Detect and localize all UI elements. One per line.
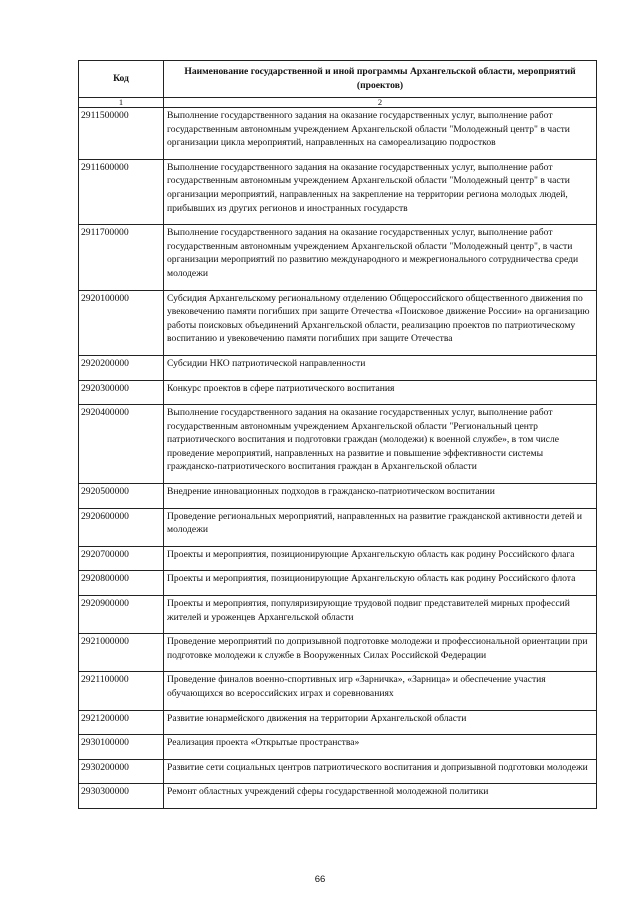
row-code: 2920700000: [79, 546, 164, 571]
program-codes-table: [78, 60, 597, 809]
table-row: [79, 225, 597, 290]
row-name: Ремонт областных учреждений сферы государственной молодежной политики: [164, 784, 597, 809]
row-name: Субсидии НКО патриотической направленности: [164, 355, 597, 380]
row-name: Проекты и мероприятия, позиционирующие Архангельскую область как родину Российского флота: [164, 571, 597, 596]
row-name: Выполнение государственного задания на оказание государственных услуг, выполнение работ государственным автономным учреждением Архангельской области "Молодежный центр" в части организации мероприятий, направленных на закрепление на территории региона молодых людей, прибывших из других регионов и иностранных государств: [164, 159, 597, 224]
row-name: Развитие сети социальных центров патриотического воспитания и допризывной подготовки молодежи: [164, 759, 597, 784]
table-row: [79, 759, 597, 784]
row-name: Проведение мероприятий по допризывной подготовке молодежи и профессиональной ориентации при подготовке молодежи к службе в Вооруженных Силах Российской Федерации: [164, 634, 597, 672]
row-code: 2920200000: [79, 355, 164, 380]
header-name: Наименование государственной и иной программы Архангельской области, мероприятий (проектов): [164, 61, 597, 98]
row-code: 2920300000: [79, 380, 164, 405]
table-row: [79, 784, 597, 809]
table-row: [79, 355, 597, 380]
row-name: Выполнение государственного задания на оказание государственных услуг, выполнение работ государственным автономным учреждением Архангельской области "Региональный центр патриотического воспитания и подготовки граждан (молодежи) к военной службе», в том числе проведение мероприятий, направленных на развитие и повышение эффективности системы гражданско-патриотического воспитания граждан в Архангельской области: [164, 405, 597, 484]
table-row: [79, 546, 597, 571]
table-header-row: [79, 61, 597, 98]
row-name: Выполнение государственного задания на оказание государственных услуг, выполнение работ государственным автономным учреждением Архангельской области "Молодежный центр", в части организации мероприятий по развитию международного и межрегионального сотрудничества среди молодежи: [164, 225, 597, 290]
row-code: 2921200000: [79, 710, 164, 735]
row-code: 2920500000: [79, 484, 164, 509]
row-code: 2921100000: [79, 672, 164, 710]
row-code: 2920900000: [79, 596, 164, 634]
table-row: [79, 672, 597, 710]
row-code: 2920600000: [79, 508, 164, 546]
row-code: 2920800000: [79, 571, 164, 596]
row-code: 2921000000: [79, 634, 164, 672]
row-name: Реализация проекта «Открытые пространства»: [164, 735, 597, 760]
table-row: [79, 159, 597, 224]
row-code: 2930300000: [79, 784, 164, 809]
column-numbers-row: [79, 98, 597, 108]
row-code: 2930100000: [79, 735, 164, 760]
row-name: Внедрение инновационных подходов в гражданско-патриотическом воспитании: [164, 484, 597, 509]
table-row: [79, 735, 597, 760]
table-row: [79, 634, 597, 672]
row-name: Развитие юнармейского движения на территории Архангельской области: [164, 710, 597, 735]
table-row: [79, 484, 597, 509]
row-name: Конкурс проектов в сфере патриотического воспитания: [164, 380, 597, 405]
row-name: Проекты и мероприятия, позиционирующие Архангельскую область как родину Российского флага: [164, 546, 597, 571]
row-name: Субсидия Архангельскому региональному отделению Общероссийского общественного движения по увековечению памяти погибших при защите Отечества «Поисковое движение России» на организацию работы поисковых объединений Архангельской области, реализацию проектов по патриотическому воспитанию и увековечению памяти погибших при защите Отечества: [164, 290, 597, 355]
column-number-2: 2: [164, 98, 597, 108]
row-name: Проведение финалов военно-спортивных игр «Зарничка», «Зарница» и обеспечение участия обучающихся во всероссийских играх и соревнованиях: [164, 672, 597, 710]
row-code: 2930200000: [79, 759, 164, 784]
row-code: 2920100000: [79, 290, 164, 355]
row-name: Проекты и мероприятия, популяризирующие трудовой подвиг представителей мирных профессий жителей и уроженцев Архангельской области: [164, 596, 597, 634]
table-row: [79, 108, 597, 160]
header-code: Код: [79, 61, 164, 98]
row-name: Проведение региональных мероприятий, направленных на развитие гражданской активности детей и молодежи: [164, 508, 597, 546]
table-row: [79, 710, 597, 735]
row-code: 2911700000: [79, 225, 164, 290]
table-row: [79, 380, 597, 405]
page-number: 66: [314, 874, 326, 885]
table-row: [79, 508, 597, 546]
table-row: [79, 290, 597, 355]
row-code: 2911600000: [79, 159, 164, 224]
column-number-1: 1: [79, 98, 164, 108]
table-row: [79, 596, 597, 634]
row-code: 2920400000: [79, 405, 164, 484]
row-name: Выполнение государственного задания на оказание государственных услуг, выполнение работ государственным автономным учреждением Архангельской области "Молодежный центр" в части организации цикла мероприятий, направленных на самореализацию подростков: [164, 108, 597, 160]
table-body: [79, 108, 597, 809]
row-code: 2911500000: [79, 108, 164, 160]
table-row: [79, 571, 597, 596]
table-row: [79, 405, 597, 484]
